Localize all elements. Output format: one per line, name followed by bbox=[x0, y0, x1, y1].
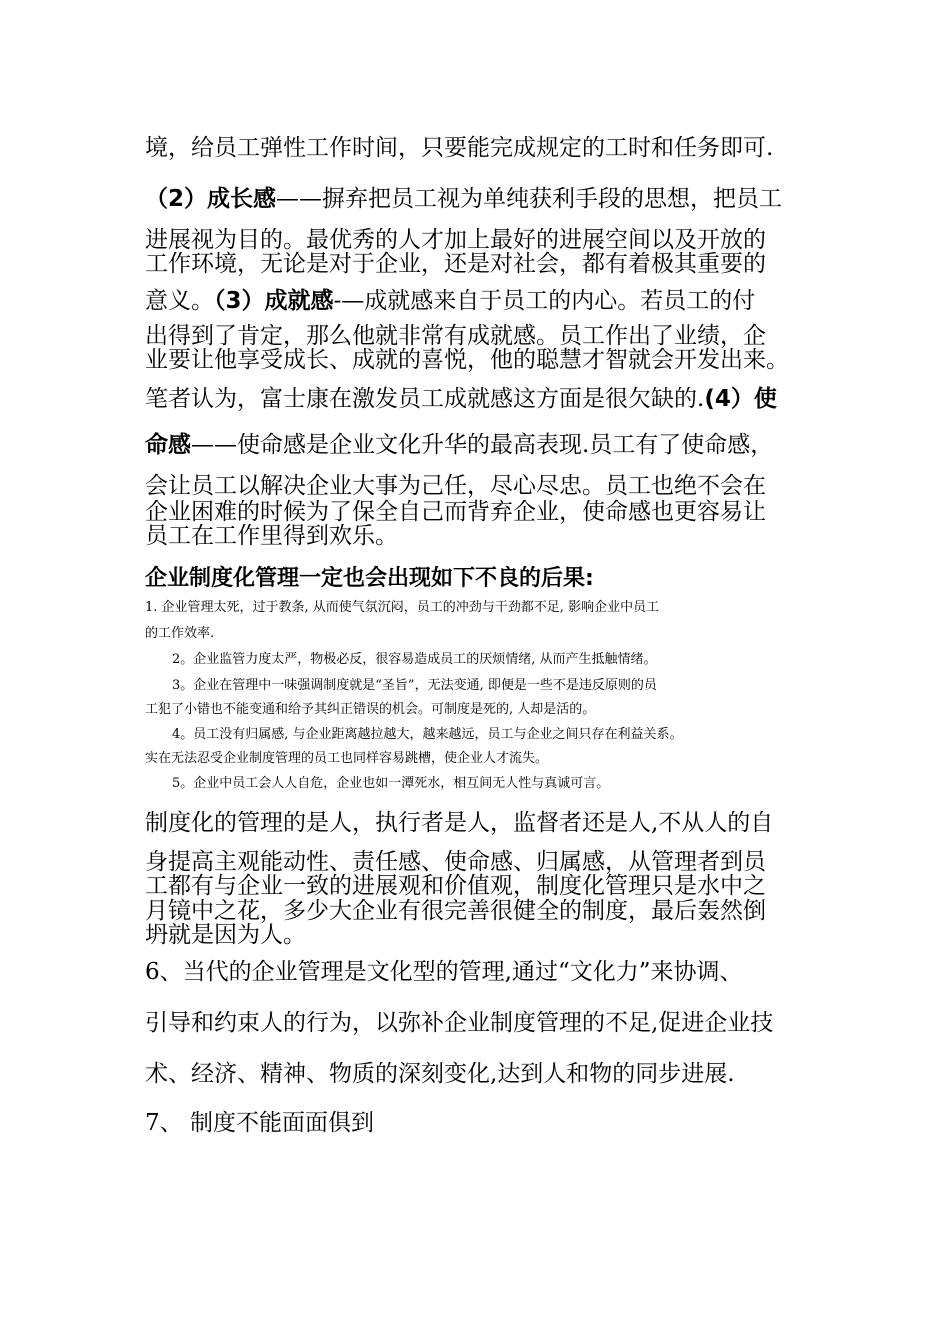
section-label: (4）使 bbox=[704, 386, 777, 412]
text-line: 6、当代的企业管理是文化型的管理,通过“文化力”来协调、 bbox=[145, 959, 743, 985]
list-item: 2。企业监管力度太严，物极必反，很容易造成员工的厌烦情绪, 从而产生抵触情绪。 bbox=[172, 652, 657, 667]
text-line: 业要让他享受成长、成就的喜悦，他的聪慧才智就会开发出来。 bbox=[145, 347, 789, 373]
list-item: 1. 企业管理太死，过于教条, 从而使气氛沉闷，员工的冲劲与干劲都不足, 影响企业中员工 bbox=[145, 600, 660, 615]
text-line: 工都有与企业一致的进展观和价值观，制度化管理只是水中之 bbox=[145, 873, 766, 899]
section-label: 命感 bbox=[145, 432, 191, 458]
text-line: 引导和约束人的行为，以弥补企业制度管理的不足,促进企业技 bbox=[145, 1010, 774, 1036]
text-line: 坍就是因为人。 bbox=[145, 922, 306, 948]
list-item: 实在无法忍受企业制度管理的员工也同样容易跳槽，使企业人才流失。 bbox=[145, 751, 549, 766]
list-item: 的工作效率. bbox=[145, 626, 215, 641]
text-line bbox=[145, 185, 782, 213]
text-line bbox=[145, 287, 755, 315]
text-line: 7、 制度不能面面俱到 bbox=[145, 1110, 374, 1136]
text-span: ——摒弃把员工视为单纯获利手段的思想，把员工 bbox=[276, 186, 783, 212]
text-line: 出得到了肯定，那么他就非常有成就感。员工作出了业绩，企 bbox=[145, 323, 766, 349]
list-item: 3。企业在管理中一味强调制度就是“圣旨”，无法变通, 即便是一些不是违反原则的员 bbox=[172, 678, 657, 693]
text-line: 身提高主观能动性、责任感、使命感、归属感，从管理者到员 bbox=[145, 849, 766, 875]
section-label: （3）成就感 bbox=[214, 288, 334, 314]
list-item: 工犯了小错也不能变通和给予其纠正错误的机会。可制度是死的, 人却是活的。 bbox=[145, 702, 596, 717]
text-line: 工作环境，无论是对于企业，还是对社会，都有着极其重要的 bbox=[145, 251, 766, 277]
text-line: 会让员工以解决企业大事为己任，尽心尽忠。员工也绝不会在 bbox=[145, 473, 766, 499]
text-line: 员工在工作里得到欢乐。 bbox=[145, 523, 398, 549]
text-span: 笔者认为，富士康在激发员工成就感这方面是很欠缺的. bbox=[145, 386, 705, 412]
text-line: 制度化的管理的是人，执行者是人，监督者还是人,不从人的自 bbox=[145, 810, 774, 836]
text-line bbox=[145, 431, 773, 459]
list-item: 5。企业中员工会人人自危，企业也如一潭死水，相互间无人性与真诚可言。 bbox=[172, 776, 610, 791]
text-line: 月镜中之花，多少大企业有很完善很健全的制度，最后轰然倒 bbox=[145, 898, 766, 924]
text-line: 企业困难的时候为了保全自己而背弃企业，使命感也更容易让 bbox=[145, 499, 766, 525]
text-line: 境，给员工弹性工作时间，只要能完成规定的工时和任务即可. bbox=[145, 135, 774, 161]
text-line: 进展视为目的。最优秀的人才加上最好的进展空间以及开放的 bbox=[145, 227, 766, 253]
text-line bbox=[145, 385, 777, 413]
text-span: ——使命感是企业文化升华的最高表现.员工有了使命感， bbox=[191, 432, 774, 458]
section-label: （2）成长感 bbox=[145, 186, 277, 212]
text-span: -—成就感来自于员工的内心。若员工的付 bbox=[333, 288, 756, 314]
list-item: 4。员工没有归属感, 与企业距离越拉越大，越来越远，员工与企业之间只存在利益关系。 bbox=[172, 727, 683, 742]
text-span: 意义。 bbox=[145, 288, 214, 314]
section-heading: 企业制度化管理一定也会出现如下不良的后果: bbox=[145, 566, 594, 591]
text-line: 术、经济、精神、物质的深刻变化,达到人和物的同步进展. bbox=[145, 1061, 735, 1087]
